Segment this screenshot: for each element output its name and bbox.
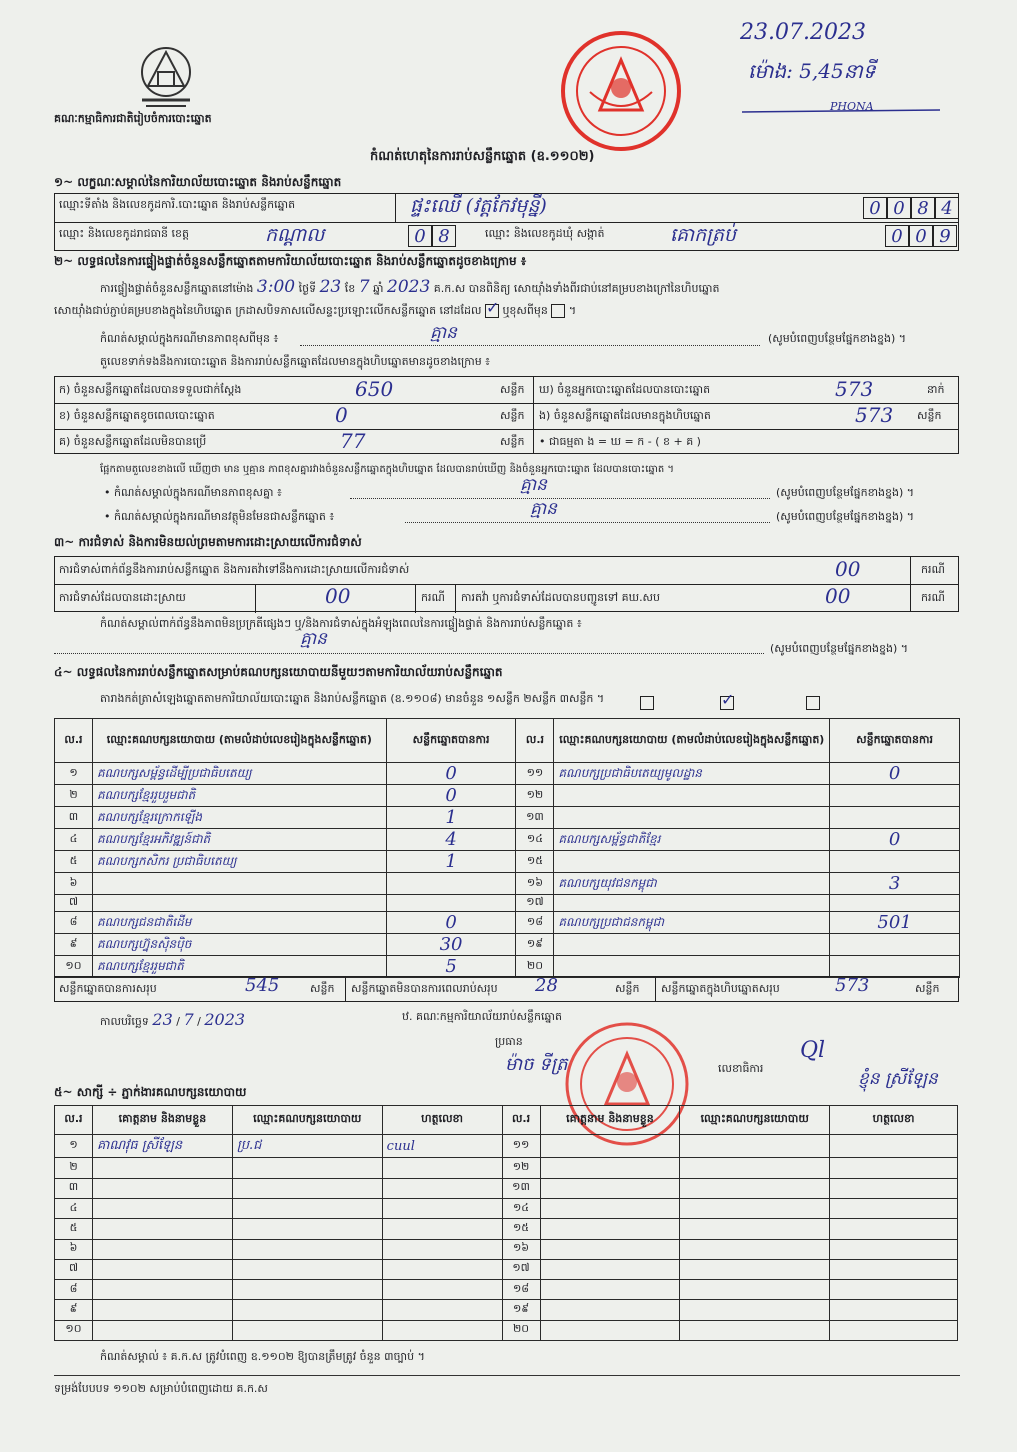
section4-title: ៤~ លទ្ធផលនៃការរាប់សន្លឹកឆ្នោតសម្រាប់គណបក្សនយោបាយនីមួយៗតាមការិយាល័យរាប់សន្លឹកឆ្នោត	[54, 665, 503, 679]
row-no: ៦	[55, 1239, 93, 1259]
party-votes: 501	[830, 912, 960, 934]
table-row	[55, 763, 960, 785]
witness-party[interactable]	[232, 1320, 382, 1340]
witness-party[interactable]	[232, 1199, 382, 1219]
row-no: ១០	[55, 956, 93, 978]
site-label: ឈ្មោះទីតាំង និងលេខកូដការិ.បោះឆ្នោត និងរាប់សន្លឹកឆ្នោត	[59, 198, 296, 211]
figures-table: ក) ចំនួនសន្លឹកឆ្នោតដែលបានទទួលជាក់ស្ដែង 650 សន្លឹក ឃ) ចំនួនអ្នកបោះឆ្នោតដែលបានបោះឆ្នោត 573 នាក់ ខ) ចំនួនសន្លឹកឆ្នោតខូចពេលបោះឆ្នោត 0 សន្លឹក ង) ចំនួនសន្លឹកឆ្នោតដែលមានក្នុងហិបឆ្នោត 573 សន្លឹក គ) ចំនួនសន្លឹកឆ្នោតដែលមិនបានប្រើ 77 សន្លឹក • ជាធម្មតា ង = ឃ = ក - ( ខ + គ )	[54, 376, 959, 454]
handwritten-date: 23.07.2023	[740, 20, 866, 45]
witness-name[interactable]	[540, 1134, 680, 1158]
witness-signature[interactable]	[382, 1280, 502, 1300]
witness-party[interactable]	[680, 1259, 830, 1279]
commune-code: 0 0 9	[885, 225, 957, 247]
province-code: 0 8	[408, 225, 456, 247]
row-no: ៩	[55, 1300, 93, 1320]
party-name: គណបក្សជនជាតិដើម	[92, 912, 386, 934]
site-code: 0 0 8 4	[863, 197, 959, 219]
row-no: ៤	[55, 1199, 93, 1219]
witness-signature[interactable]	[382, 1199, 502, 1219]
row-no: ២០	[516, 956, 554, 978]
witness-signature[interactable]	[382, 1259, 502, 1279]
witness-name[interactable]	[92, 1199, 232, 1219]
witness-party[interactable]: ប្រ.ជ	[232, 1134, 382, 1158]
note-hint: (សូមបំពេញបន្ថែមផ្នែកខាងខ្នង) ។	[768, 332, 907, 345]
table-row	[55, 912, 960, 934]
secretary-label: លេខាធិការ	[718, 1062, 764, 1075]
party-name: គណបក្សខ្មែររួមជាតិ	[92, 956, 386, 978]
table-row	[55, 1158, 958, 1178]
table-row	[55, 1300, 958, 1320]
witness-name[interactable]	[92, 1280, 232, 1300]
party-name: គណបក្សប្រជាធិបតេយ្យមូលដ្ឋាន	[554, 763, 830, 785]
row-no: ១៣	[502, 1178, 540, 1198]
witness-party[interactable]	[232, 1280, 382, 1300]
svg-text:PHONA: PHONA	[830, 100, 874, 113]
totals-row: សន្លឹកឆ្នោតបានការសរុប 545 សន្លឹក សន្លឹកឆ្នោតមិនបានការពេលរាប់សរុប 28 សន្លឹក សន្លឹកឆ្នោតក្នុងហិបឆ្នោតសរុប 573 សន្លឹក	[54, 976, 959, 1002]
note-hw: គ្មាន	[430, 323, 457, 343]
row-no: ៤	[55, 829, 93, 851]
party-votes: 0	[386, 785, 516, 807]
row-no: ១៣	[516, 807, 554, 829]
invalid-total: 28	[535, 975, 558, 996]
row-no: ៨	[55, 1280, 93, 1300]
party-name	[554, 851, 830, 873]
party-votes: 1	[386, 807, 516, 829]
witness-signature[interactable]	[830, 1199, 958, 1219]
province-hw: កណ្ដាល	[265, 224, 325, 246]
party-name	[554, 956, 830, 978]
witness-party[interactable]	[680, 1219, 830, 1239]
witness-signature[interactable]	[830, 1158, 958, 1178]
witness-signature[interactable]	[830, 1259, 958, 1279]
commune-hw: គោកត្រប់	[670, 224, 736, 246]
witness-name[interactable]	[92, 1219, 232, 1239]
table-row	[55, 873, 960, 895]
row-no: ៣	[55, 1178, 93, 1198]
party-votes	[830, 851, 960, 873]
row-no: ៧	[55, 895, 93, 912]
party-name	[554, 785, 830, 807]
witness-name[interactable]	[92, 1300, 232, 1320]
row-no: ៩	[55, 934, 93, 956]
witness-name[interactable]	[540, 1259, 680, 1279]
party-votes: 0	[386, 763, 516, 785]
party-votes: 30	[386, 934, 516, 956]
table-row	[55, 785, 960, 807]
table-row	[55, 807, 960, 829]
witness-signature[interactable]	[382, 1300, 502, 1320]
official-seal	[560, 30, 682, 152]
party-name	[92, 895, 386, 912]
row-no: ១១	[502, 1134, 540, 1158]
spoiled-ballots: 0	[335, 403, 348, 427]
section1-box	[54, 193, 959, 251]
party-name	[554, 934, 830, 956]
row-no: ៦	[55, 873, 93, 895]
witness-name[interactable]	[540, 1320, 680, 1340]
org-name: គណៈកម្មាធិការជាតិរៀបចំការបោះឆ្នោត	[54, 112, 212, 125]
witness-party[interactable]	[680, 1158, 830, 1178]
party-name: គណបក្សកសិករ ប្រជាធិបតេយ្យ	[92, 851, 386, 873]
sheets-1-checkbox[interactable]	[640, 696, 654, 710]
row-no: ៣	[55, 807, 93, 829]
commune-label: ឈ្មោះ និងលេខកូដឃុំ សង្កាត់	[485, 227, 605, 240]
party-votes	[386, 873, 516, 895]
witness-party[interactable]	[680, 1320, 830, 1340]
witness-name[interactable]	[92, 1320, 232, 1340]
row-no: ១៥	[502, 1219, 540, 1239]
section5-title: ៥~ សាក្សី ÷ ភ្នាក់ងារគណបក្សនយោបាយ	[54, 1085, 247, 1099]
table-row	[55, 1239, 958, 1259]
table-row	[55, 851, 960, 873]
witness-signature[interactable]	[830, 1134, 958, 1158]
ballots-in-box: 573	[855, 403, 894, 427]
irregularities-note: កំណត់សម្គាល់ពាក់ព័ន្ធនឹងភាពមិនប្រក្រតីផ្សេងៗ ឬ/និងការជំទាស់ក្នុងអំឡុងពេលនៃការផ្ទៀងផ្ទាត់ និងការរាប់សន្លឹកឆ្នោត ៖	[100, 617, 582, 630]
table-row	[55, 1199, 958, 1219]
row-no: ១៧	[502, 1259, 540, 1279]
row-no: ១៨	[502, 1280, 540, 1300]
tally-sheets-note: តារាងកត់ត្រាសំឡេងឆ្នោតតាមការិយាល័យបោះឆ្នោត និងរាប់សន្លឹកឆ្នោត (ឧ.១១០៨) មានចំនួន ១សន្លឹក ២សន្លឹក ៣សន្លឹក ។	[100, 692, 605, 705]
party-votes	[830, 934, 960, 956]
party-votes	[386, 895, 516, 912]
section2-title: ២~ លទ្ធផលនៃការផ្ទៀងផ្ទាត់ចំនួនសន្លឹកឆ្នោតតាមការិយាល័យបោះឆ្នោត និងរាប់សន្លឹកឆ្នោតដូចខាងក្រោម ៖	[54, 254, 527, 268]
chair-label: ប្រធាន	[495, 1035, 523, 1048]
bullet1: • កំណត់សម្គាល់ក្នុងករណីមានភាពខុសគ្នា ៖	[104, 486, 282, 499]
nec-emblem	[134, 42, 198, 110]
row-no: ១៤	[516, 829, 554, 851]
party-votes	[830, 807, 960, 829]
witness-name[interactable]	[92, 1259, 232, 1279]
party-votes: 3	[830, 873, 960, 895]
party-votes: 4	[386, 829, 516, 851]
report-date: កាលបរិច្ឆេទ 23 / 7 / 2023	[100, 1010, 246, 1029]
witness-party[interactable]	[232, 1300, 382, 1320]
party-votes: 5	[386, 956, 516, 978]
table-row	[55, 1280, 958, 1300]
witness-name[interactable]	[540, 1158, 680, 1178]
witness-table: ល.រ គោត្តនាម និងនាមខ្លួន ឈ្មោះគណបក្សនយោបាយ ហត្ថលេខា ល.រ គោត្តនាម និងនាមខ្លួន ឈ្មោះគណបក្សនយោបាយ ហត្ថលេខា ១ គាណវុធ ស្រីឡែន ប្រ.ជ cuul ១១ ២ ១២ ៣ ១៣ ៤ ១៤ ៥ ១៥ ៦ ១៦ ៧ ១៧ ៨ ១៨ ៩ ១៩ ១០ ២០	[54, 1105, 958, 1341]
table-row	[55, 1320, 958, 1340]
form-title: កំណត់ហេតុនៃការរាប់សន្លឹកឆ្នោត (ឧ.១១០២)	[370, 149, 595, 164]
table-row	[55, 956, 960, 978]
complaints-table: ការជំទាស់ពាក់ព័ន្ធនឹងការរាប់សន្លឹកឆ្នោត និងការតវ៉ាទៅនឹងការដោះស្រាយលើការជំទាស់ 00 ករណី ការជំទាស់ដែលបានដោះស្រាយ 00 ករណី ការតវ៉ា ឬការជំទាស់ដែលបានបញ្ជូនទៅ គឃ.សប 00 ករណី	[54, 556, 959, 612]
witness-party[interactable]	[232, 1259, 382, 1279]
row-no: ១១	[516, 763, 554, 785]
committee-label: ឋ. គណៈកម្មការិយាល័យរាប់សន្លឹកឆ្នោត	[402, 1010, 562, 1023]
witness-party[interactable]	[232, 1178, 382, 1198]
sheets-3-checkbox[interactable]	[806, 696, 820, 710]
row-no: ២	[55, 785, 93, 807]
row-no: ៧	[55, 1259, 93, 1279]
section1-title: ១~ លក្ខណៈសម្គាល់នៃការិយាល័យបោះឆ្នោត និងរាប់សន្លឹកឆ្នោត	[54, 175, 342, 189]
party-name: គណបក្សខ្មែរក្រោកឡើង	[92, 807, 386, 829]
unused-ballots: 77	[340, 429, 366, 453]
site-name-hw: ផ្ទះឈើ (វត្តកែវមុន្នី)	[410, 195, 547, 217]
voters-count: 573	[835, 377, 874, 401]
row-no: ១៨	[516, 912, 554, 934]
province-label: ឈ្មោះ និងលេខកូដរាជធានី ខេត្ត	[59, 227, 189, 240]
witness-party[interactable]	[680, 1280, 830, 1300]
table-row	[55, 829, 960, 851]
witness-name[interactable]	[540, 1219, 680, 1239]
handwritten-time: ម៉ោង: 5,45នាទី	[748, 59, 876, 83]
witness-name[interactable]: គាណវុធ ស្រីឡែន	[92, 1134, 232, 1158]
party-name: គណបក្សប្រជាជនកម្ពុជា	[554, 912, 830, 934]
witness-name[interactable]	[540, 1239, 680, 1259]
witness-name[interactable]	[92, 1239, 232, 1259]
witness-party[interactable]	[680, 1300, 830, 1320]
table-row	[55, 934, 960, 956]
election-report-page: គណៈកម្មាធិការជាតិរៀបចំការបោះឆ្នោត កំណត់ហេតុនៃការរាប់សន្លឹកឆ្នោត (ឧ.១១០២) 23.07.2023 ម៉ោង: 5,45នាទី PHONA ១~ លក្ខណៈសម្គាល់នៃការិយាល័យបោះឆ្នោត និងរាប់សន្លឹកឆ្នោត ឈ្មោះទីតាំង និងលេខកូដការិ.បោះឆ្នោត និងរាប់សន្លឹកឆ្នោត ផ្ទះឈើ (វត្តកែវមុន្នី) 0 0 8 4 ឈ្មោះ និងលេខកូដរាជធានី ខេត្ត កណ្ដាល 0 8 ឈ្មោះ និងលេខកូដឃុំ សង្កាត់ គោកត្រប់ 0 0 9 ២~ លទ្ធផលនៃការផ្ទៀងផ្ទាត់ចំនួនសន្លឹកឆ្នោតតាមការិយាល័យបោះឆ្នោត និងរាប់សន្លឹកឆ្នោតដូចខាងក្រោម ៖ ការផ្ទៀងផ្ទាត់ចំនួនសន្លឹកឆ្នោតនៅម៉ោង 3:00 ថ្ងៃទី 23 ខែ 7 ឆ្នាំ 2023 គ.ក.ស បានពិនិត្យ សោយ៉ាំងទាំងពីរជាប់នៅគម្របខាងក្រៅនៃហិបឆ្នោត សោយ៉ាំងជាប់ភ្ជាប់គម្របខាងក្នុងនៃហិបឆ្នោត ក្រដាសបិទភាសលើសន្ទះប្រឡោះលើកសន្លឹកឆ្នោត នៅដដែល ✓ ឬខុសពីមុន ។ កំណត់សម្គាល់ក្នុងករណីមានភាពខុសពីមុន ៖ គ្មាន (សូមបំពេញបន្ថែមផ្នែកខាងខ្នង) ។ តួលេខទាក់ទងនឹងការបោះឆ្នោត និងការរាប់សន្លឹកឆ្នោតដែលមានក្នុងហិបឆ្នោតមានដូចខាងក្រោម ៖ ក) ចំនួនសន្លឹកឆ្នោតដែលបានទទួលជាក់ស្ដែង 650 សន្លឹក ឃ) ចំនួនអ្នកបោះឆ្នោតដែលបានបោះឆ្នោត 573 នាក់ ខ) ចំនួនសន្លឹកឆ្នោតខូចពេលបោះឆ្នោត 0 សន្លឹក ង) ចំនួនសន្លឹកឆ្នោតដែលមានក្នុងហិបឆ្នោត 573 សន្លឹក គ) ចំនួនសន្លឹកឆ្នោតដែលមិនបានប្រើ 77 សន្លឹក • ជាធម្មតា ង = ឃ = ក - ( ខ + គ ) ផ្អែកតាមតួលេខខាងលើ ឃើញថា មាន ឬគ្មាន ភាពខុសគ្នារវាងចំនួនសន្លឹកឆ្នោតក្នុងហិបឆ្នោត ដែលបានរាប់ឃើញ និងចំនួនអ្នកបោះឆ្នោត ដែលបានបោះឆ្នោត ។ • កំណត់សម្គាល់ក្នុងករណីមានភាពខុសគ្នា ៖ គ្មាន (សូមបំពេញបន្ថែមផ្នែកខាងខ្នង) ។ • កំណត់សម្គាល់ក្នុងករណីមានវត្ថុមិនមែនជាសន្លឹកឆ្នោត ៖ គ្មាន (សូមបំពេញបន្ថែមផ្នែកខាងខ្នង) ។ ៣~ ការជំទាស់ និងការមិនយល់ព្រមតាមការដោះស្រាយលើការជំទាស់ ការជំទាស់ពាក់ព័ន្ធនឹងការរាប់សន្លឹកឆ្នោត និងការតវ៉ាទៅនឹងការដោះស្រាយលើការជំទាស់ 00 ករណី ការជំទាស់ដែលបានដោះស្រាយ 00 ករណី ការតវ៉ា ឬការជំទាស់ដែលបានបញ្ជូនទៅ គឃ.សប 00 ករណី កំណត់សម្គាល់ពាក់ព័ន្ធនឹងភាពមិនប្រក្រតីផ្សេងៗ ឬ/និងការជំទាស់ក្នុងអំឡុងពេលនៃការផ្ទៀងផ្ទាត់ និងការរាប់សន្លឹកឆ្នោត ៖ គ្មាន (សូមបំពេញបន្ថែមផ្នែកខាងខ្នង) ។ ៤~ លទ្ធផលនៃការរាប់សន្លឹកឆ្នោតសម្រាប់គណបក្សនយោបាយនីមួយៗតាមការិយាល័យរាប់សន្លឹកឆ្នោត តារាងកត់ត្រាសំឡេងឆ្នោតតាមការិយាល័យបោះឆ្នោត និងរាប់សន្លឹកឆ្នោត (ឧ.១១០៨) មានចំនួន ១សន្លឹក ២សន្លឹក ៣សន្លឹក ។ ✓ ល.រ ឈ្មោះគណបក្សនយោបាយ (តាមលំដាប់លេខរៀងក្នុងសន្លឹកឆ្នោត) សន្លឹកឆ្នោតបានការ ល.រ ឈ្មោះគណបក្សនយោបាយ (តាមលំដាប់លេខរៀងក្នុងសន្លឹកឆ្នោត) សន្លឹកឆ្នោតបានការ ១ គណបក្សសម្ព័ន្ធដើម្បីប្រជាធិបតេយ្យ 0 ១១ គណបក្សប្រជាធិបតេយ្យមូលដ្ឋាន 0 ២ គណបក្សខ្មែររួបរួមជាតិ 0 ១២ ៣ គណបក្សខ្មែរក្រោកឡើង 1 ១៣ ៤ គណបក្សខ្មែរអភិវឌ្ឍន៍ជាតិ 4 ១៤ គណបក្សសម្ព័ន្ធជាតិខ្មែរ 0 ៥ គណបក្សកសិករ ប្រជាធិបតេយ្យ 1 ១៥ ៦ ១៦ គណបក្សយុវជនកម្ពុជា 3 ៧ ១៧ ៨ គណបក្សជនជាតិដើម 0 ១៨ គណបក្សប្រជាជនកម្ពុជា 501 ៩ គណបក្សហ្វ៊ុនស៊ិនប៉ិច 30 ១៩ ១០ គណបក្សខ្មែររួមជាតិ 5 ២០ សន្លឹកឆ្នោតបានការសរុប 545 សន្លឹក សន្លឹកឆ្នោតមិនបានការពេលរាប់សរុប 28 សន្លឹក សន្លឹកឆ្នោតក្នុងហិបឆ្នោតសរុប 573 សន្លឹក កាលបរិច្ឆេទ 23 / 7 / 2023 ឋ. គណៈកម្មការិយាល័យរាប់សន្លឹកឆ្នោត ប្រធាន ម៉ាច ទីត្រ លេខាធិការ Ql ខ្ញុំន ស្រីឡែន ៥~ សាក្សី ÷ ភ្នាក់ងារគណបក្សនយោបាយ ល.រ គោត្តនាម និងនាមខ្លួន ឈ្មោះគណបក្សនយោបាយ ហត្ថលេខា ល.រ គោត្តនាម និងនាមខ្លួន ឈ្មោះគណបក្សនយោបាយ ហត្ថលេខា ១ គាណវុធ ស្រីឡែន ប្រ.ជ cuul ១១ ២ ១២ ៣ ១៣ ៤ ១៤ ៥ ១៥ ៦ ១៦ ៧ ១៧ ៨ ១៨ ៩ ១៩ ១០ ២០ កំណត់សម្គាល់ ៖ គ.ក.ស ត្រូវបំពេញ ឧ.១១០២ ឱ្យបានត្រឹមត្រូវ ចំនួន ៣ច្បាប់ ។ ទម្រង់បែបបទ ១១០២ សម្រាប់បំពេញដោយ គ.ក.ស	[0, 0, 1017, 1452]
witness-signature[interactable]	[382, 1219, 502, 1239]
note-label: កំណត់សម្គាល់ក្នុងករណីមានភាពខុសពីមុន ៖	[100, 332, 279, 345]
witness-signature[interactable]	[382, 1158, 502, 1178]
footnote: កំណត់សម្គាល់ ៖ គ.ក.ស ត្រូវបំពេញ ឧ.១១០២ ឱ្យបានត្រឹមត្រូវ ចំនួន ៣ច្បាប់ ។	[100, 1350, 425, 1363]
witness-signature[interactable]	[830, 1219, 958, 1239]
row-no: ១៩	[516, 934, 554, 956]
verify-line2: សោយ៉ាំងជាប់ភ្ជាប់គម្របខាងក្នុងនៃហិបឆ្នោត ក្រដាសបិទភាសលើសន្ទះប្រឡោះលើកសន្លឹកឆ្នោត នៅដដែល ✓ ឬខុសពីមុន ។	[54, 304, 576, 320]
party-name: គណបក្សសម្ព័ន្ធជាតិខ្មែរ	[554, 829, 830, 851]
table-row	[55, 1178, 958, 1198]
witness-signature[interactable]	[830, 1280, 958, 1300]
witness-signature[interactable]	[830, 1320, 958, 1340]
witness-signature[interactable]: cuul	[382, 1134, 502, 1158]
complaints-count: 00	[835, 557, 861, 581]
witness-name[interactable]	[540, 1300, 680, 1320]
top-signature	[740, 96, 945, 120]
forwarded-count: 00	[825, 584, 851, 608]
witness-name[interactable]	[92, 1178, 232, 1198]
box-total: 573	[835, 975, 870, 996]
witness-signature[interactable]	[382, 1320, 502, 1340]
witness-name[interactable]	[540, 1280, 680, 1300]
table-row	[55, 895, 960, 912]
witness-party[interactable]	[232, 1239, 382, 1259]
party-votes: 0	[830, 763, 960, 785]
secretary-name: ខ្ញុំន ស្រីឡែន	[858, 1069, 938, 1089]
party-votes: 0	[830, 829, 960, 851]
party-name	[554, 895, 830, 912]
row-no: ៥	[55, 851, 93, 873]
party-name: គណបក្សខ្មែររួបរួមជាតិ	[92, 785, 386, 807]
row-no: ១២	[502, 1158, 540, 1178]
bullet2: • កំណត់សម្គាល់ក្នុងករណីមានវត្ថុមិនមែនជាសន្លឹកឆ្នោត ៖	[104, 510, 335, 523]
witness-party[interactable]	[680, 1239, 830, 1259]
witness-signature[interactable]	[830, 1300, 958, 1320]
witness-name[interactable]	[540, 1199, 680, 1219]
witness-name[interactable]	[92, 1158, 232, 1178]
row-no: ១០	[55, 1320, 93, 1340]
row-no: ១	[55, 763, 93, 785]
valid-total: 545	[245, 975, 280, 996]
row-no: ១	[55, 1134, 93, 1158]
party-votes	[830, 895, 960, 912]
row-no: ២០	[502, 1320, 540, 1340]
party-name: គណបក្សហ្វ៊ុនស៊ិនប៉ិច	[92, 934, 386, 956]
chair-signature: ម៉ាច ទីត្រ	[505, 1054, 568, 1075]
row-no: ១៦	[516, 873, 554, 895]
party-name	[554, 807, 830, 829]
verify-line1: ការផ្ទៀងផ្ទាត់ចំនួនសន្លឹកឆ្នោតនៅម៉ោង 3:00 ថ្ងៃទី 23 ខែ 7 ឆ្នាំ 2023 គ.ក.ស បានពិនិត្យ សោយ៉ាំងទាំងពីរជាប់នៅគម្របខាងក្រៅនៃហិបឆ្នោត	[100, 277, 720, 297]
section3-title: ៣~ ការជំទាស់ និងការមិនយល់ព្រមតាមការដោះស្រាយលើការជំទាស់	[54, 535, 362, 549]
party-votes	[830, 785, 960, 807]
party-name: គណបក្សយុវជនកម្ពុជា	[554, 873, 830, 895]
row-no: ១៩	[502, 1300, 540, 1320]
party-results-table: ល.រ ឈ្មោះគណបក្សនយោបាយ (តាមលំដាប់លេខរៀងក្នុងសន្លឹកឆ្នោត) សន្លឹកឆ្នោតបានការ ល.រ ឈ្មោះគណបក្សនយោបាយ (តាមលំដាប់លេខរៀងក្នុងសន្លឹកឆ្នោត) សន្លឹកឆ្នោតបានការ ១ គណបក្សសម្ព័ន្ធដើម្បីប្រជាធិបតេយ្យ 0 ១១ គណបក្សប្រជាធិបតេយ្យមូលដ្ឋាន 0 ២ គណបក្សខ្មែររួបរួមជាតិ 0 ១២ ៣ គណបក្សខ្មែរក្រោកឡើង 1 ១៣ ៤ គណបក្សខ្មែរអភិវឌ្ឍន៍ជាតិ 4 ១៤ គណបក្សសម្ព័ន្ធជាតិខ្មែរ 0 ៥ គណបក្សកសិករ ប្រជាធិបតេយ្យ 1 ១៥ ៦ ១៦ គណបក្សយុវជនកម្ពុជា 3 ៧ ១៧ ៨ គណបក្សជនជាតិដើម 0 ១៨ គណបក្សប្រជាជនកម្ពុជា 501 ៩ គណបក្សហ្វ៊ុនស៊ិនប៉ិច 30 ១៩ ១០ គណបក្សខ្មែររួមជាតិ 5 ២០	[54, 718, 960, 974]
sheets-2-checkbox[interactable]	[720, 696, 734, 710]
form-note: ទម្រង់បែបបទ ១១០២ សម្រាប់បំពេញដោយ គ.ក.ស	[54, 1382, 268, 1395]
witness-signature[interactable]	[830, 1178, 958, 1198]
row-no: ១២	[516, 785, 554, 807]
secretary-mark: Ql	[800, 1038, 826, 1063]
received-ballots: 650	[355, 377, 394, 401]
figures-intro: តួលេខទាក់ទងនឹងការបោះឆ្នោត និងការរាប់សន្លឹកឆ្នោតដែលមានក្នុងហិបឆ្នោតមានដូចខាងក្រោម ៖	[100, 355, 491, 368]
unchanged-checkbox[interactable]	[485, 304, 499, 318]
witness-signature[interactable]	[382, 1239, 502, 1259]
witness-party[interactable]	[680, 1199, 830, 1219]
row-no: ១៦	[502, 1239, 540, 1259]
row-no: ៨	[55, 912, 93, 934]
witness-signature[interactable]	[382, 1178, 502, 1198]
row-no: ១៥	[516, 851, 554, 873]
resolved-count: 00	[325, 584, 351, 608]
diff-text: ផ្អែកតាមតួលេខខាងលើ ឃើញថា មាន ឬគ្មាន ភាពខុសគ្នារវាងចំនួនសន្លឹកឆ្នោតក្នុងហិបឆ្នោត ដែលបានរាប់ឃើញ និងចំនួនអ្នកបោះឆ្នោត ដែលបានបោះឆ្នោត ។	[100, 464, 675, 475]
table-row	[55, 1219, 958, 1239]
party-votes: 1	[386, 851, 516, 873]
witness-party[interactable]	[232, 1219, 382, 1239]
table-row	[55, 1134, 958, 1158]
changed-checkbox[interactable]	[551, 304, 565, 318]
row-no: ១៧	[516, 895, 554, 912]
witness-party[interactable]	[232, 1158, 382, 1178]
party-name	[92, 873, 386, 895]
party-votes: 0	[386, 912, 516, 934]
witness-name[interactable]	[540, 1178, 680, 1198]
witness-signature[interactable]	[830, 1239, 958, 1259]
row-no: ៥	[55, 1219, 93, 1239]
table-row	[55, 1259, 958, 1279]
party-name: គណបក្សសម្ព័ន្ធដើម្បីប្រជាធិបតេយ្យ	[92, 763, 386, 785]
witness-party[interactable]	[680, 1134, 830, 1158]
row-no: ២	[55, 1158, 93, 1178]
witness-party[interactable]	[680, 1178, 830, 1198]
party-name: គណបក្សខ្មែរអភិវឌ្ឍន៍ជាតិ	[92, 829, 386, 851]
row-no: ១៤	[502, 1199, 540, 1219]
